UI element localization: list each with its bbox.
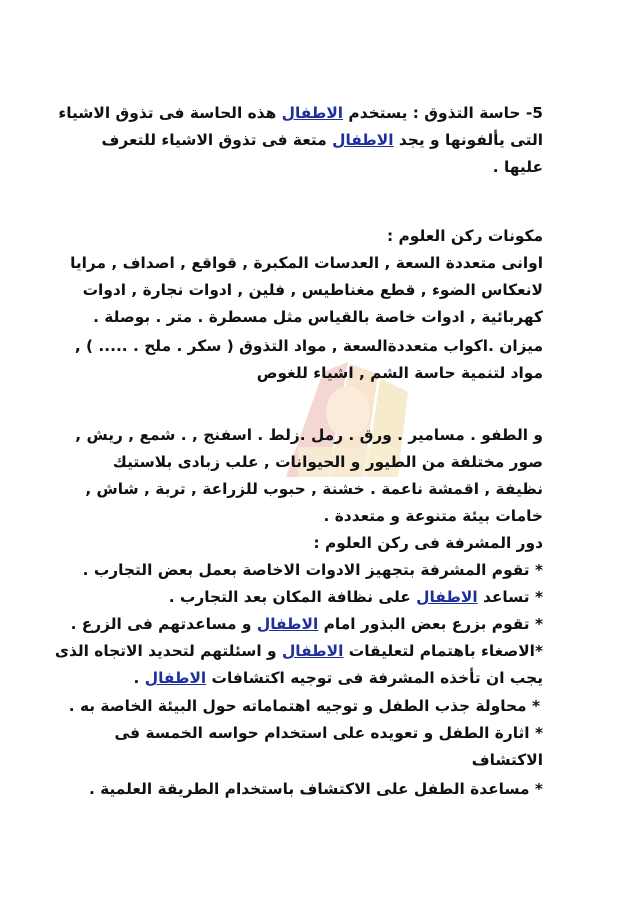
keyword-link[interactable]: الاطفال — [281, 642, 344, 660]
text-segment: الاكتشاف — [471, 751, 543, 769]
text-segment: *الاصغاء باهتمام لتعليقات — [343, 642, 543, 660]
keyword-link[interactable]: الاطفال — [332, 131, 394, 149]
text-line — [54, 640, 543, 662]
text-line — [82, 279, 543, 301]
text-segment: مكونات ركن العلوم : — [387, 227, 543, 245]
text-segment: دور المشرفة فى ركن العلوم : — [313, 534, 543, 552]
text-segment: ميزان .اكواب متعددةالسعة , مواد التذوق ( سكر . ملح . ..... ) , — [74, 337, 543, 355]
text-segment: عليها . — [492, 158, 543, 176]
text-segment: * تقوم المشرفة بتجهيز الادوات الاخاصة بعمل بعض التجارب . — [82, 561, 543, 579]
text-line — [103, 505, 543, 527]
text-line — [20, 695, 540, 717]
text-line — [103, 451, 543, 473]
text-line — [82, 559, 543, 581]
keyword-link[interactable]: الاطفال — [144, 669, 207, 687]
text-line — [103, 532, 543, 554]
text-line — [103, 749, 543, 771]
text-segment: على نظافة المكان بعد التجارب . — [168, 588, 417, 606]
keyword-link[interactable]: الاطفال — [416, 588, 478, 606]
text-segment: نظيفة , اقمشة ناعمة . خشنة , حبوب للزراعة , تربة , شاش , — [85, 480, 543, 498]
text-segment: . — [133, 669, 145, 687]
text-segment: * تساعد — [477, 588, 543, 606]
text-segment: خامات بيئة متنوعة و متعددة . — [323, 507, 543, 525]
text-line — [88, 778, 543, 800]
text-segment: كهربائية , ادوات خاصة بالقياس مثل مسطرة . متر . بوصلة . — [93, 308, 543, 326]
text-segment: * تقوم بزرع بعض البذور امام — [318, 615, 543, 633]
text-line — [103, 362, 543, 384]
keyword-link[interactable]: الاطفال — [281, 104, 344, 122]
text-segment: صور مختلفة من الطيور و الحيوانات , علب زبادى بلاستيك — [112, 453, 543, 471]
text-segment: * اثارة الطفل و تعويده على استخدام حواسه الخمسة فى — [114, 724, 543, 742]
text-line — [103, 225, 543, 247]
text-line — [103, 722, 543, 744]
text-line — [103, 667, 543, 689]
text-line — [103, 156, 543, 178]
text-segment: لانعكاس الضوء , قطع مغناطيس , فلين , ادوات نجارة , ادوات — [82, 281, 543, 299]
text-segment: * مساعدة الطفل على الاكتشاف باستخدام الطريقة العلمية . — [88, 780, 543, 798]
text-line — [93, 306, 543, 328]
text-segment: و اسئلتهم لتحديد الاتجاه الذى — [54, 642, 282, 660]
text-line — [103, 129, 543, 151]
text-line — [70, 613, 543, 635]
text-segment: و الطفو . مسامير . ورق . رمل .زلط . اسفنج , . شمع , ريش , — [75, 426, 543, 444]
text-segment: التى يألفونها و يجد — [393, 131, 543, 149]
text-segment: مواد لتنمية حاسة الشم , اشياء للغوص — [256, 364, 543, 382]
text-segment: و مساعدتهم فى الزرع . — [70, 615, 257, 633]
keyword-link[interactable]: الاطفال — [256, 615, 319, 633]
text-segment: هذه الحاسة فى تذوق الاشياء — [58, 104, 282, 122]
text-line — [75, 424, 543, 446]
text-segment: يجب ان تأخذه المشرفة فى توجيه اكتشافات — [206, 669, 543, 687]
text-line — [74, 335, 543, 357]
text-line — [103, 586, 543, 608]
text-segment: اوانى متعددة السعة , العدسات المكبرة , قواقع , اصداف , مرايا — [70, 254, 543, 272]
text-line — [70, 252, 543, 274]
text-line — [85, 478, 543, 500]
text-segment: 5- حاسة التذوق : يستخدم — [343, 104, 543, 122]
text-segment: متعة فى تذوق الاشياء للتعرف — [101, 131, 333, 149]
text-segment: * محاولة جذب الطفل و توجيه اهتماماته حول البيئة الخاصة به . — [68, 697, 540, 715]
text-line — [58, 102, 543, 124]
